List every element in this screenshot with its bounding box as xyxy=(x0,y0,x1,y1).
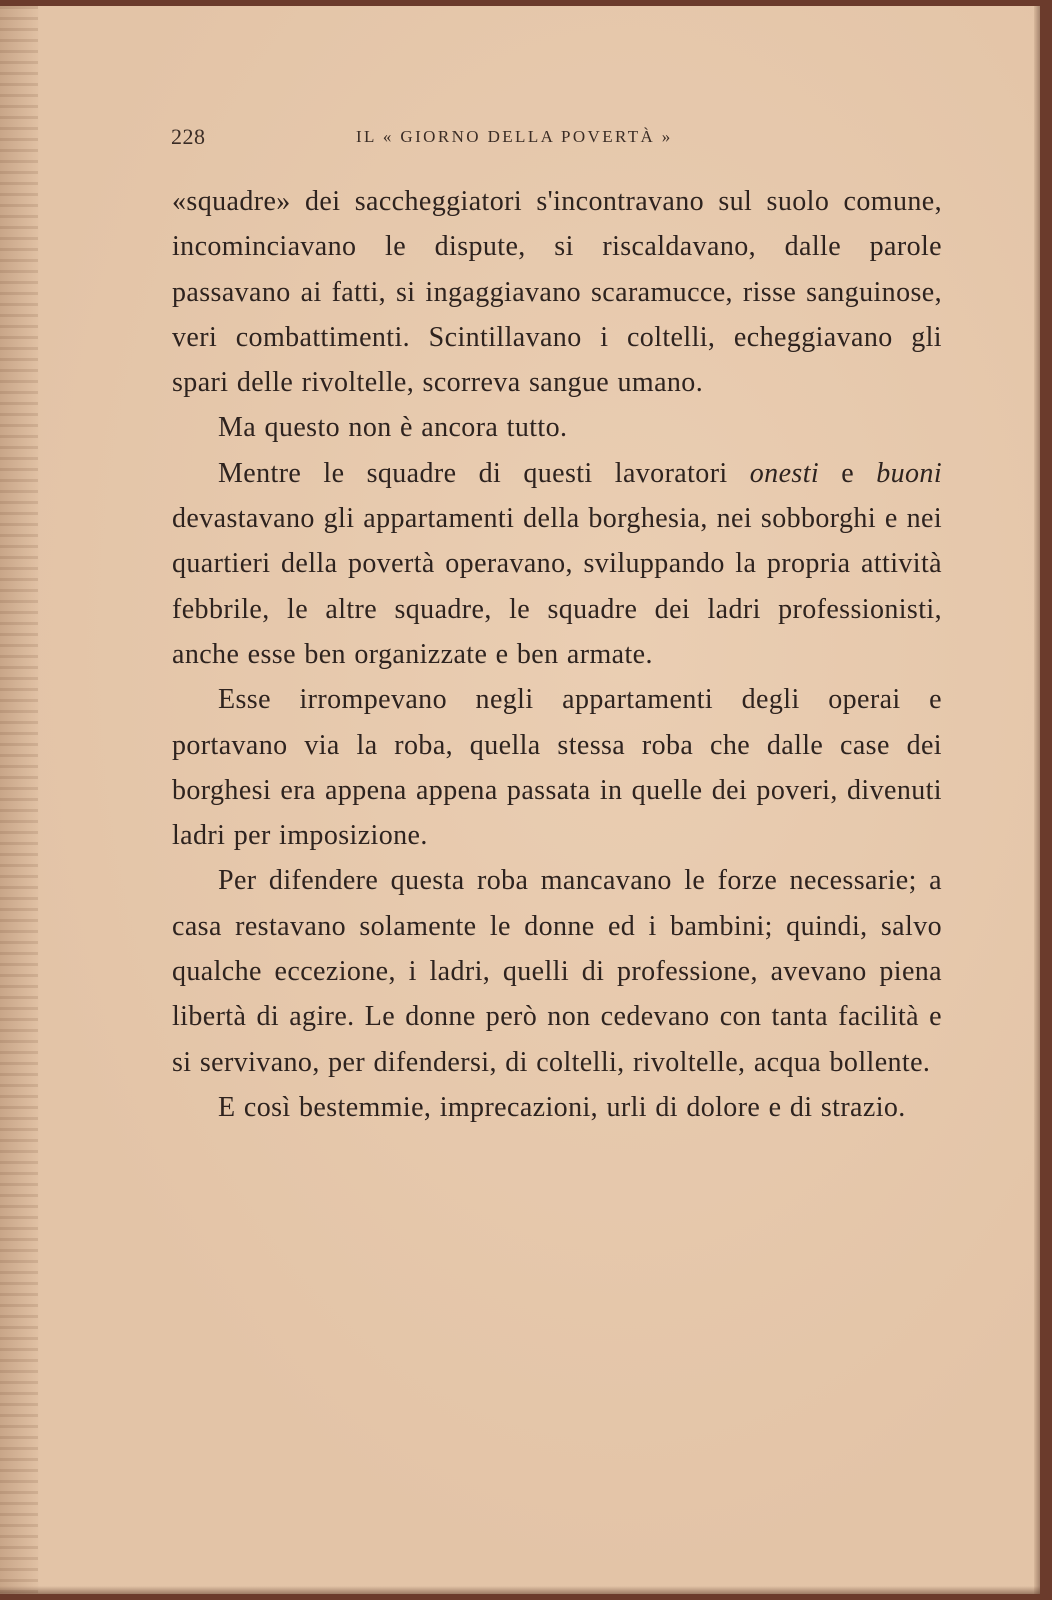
paragraph-3 xyxy=(172,451,942,677)
page-number: 228 xyxy=(171,124,206,149)
italic-word-buoni: buoni xyxy=(876,457,942,489)
paragraph-5: Per difendere questa roba mancavano le forze necessarie; a casa restavano solamente le donne ed i bambini; quindi, salvo qualche eccezione, i ladri, quelli di professione, avevano piena libertà di agire. Le donne però non cedevano con tanta facilità e si servivano, per difendersi, di coltelli, rivoltelle, acqua bollente. xyxy=(172,865,942,1078)
book-spine-shadow xyxy=(0,6,38,1594)
book-page xyxy=(0,6,1040,1594)
page-header xyxy=(171,124,811,154)
running-title: IL « GIORNO DELLA POVERTÀ » xyxy=(356,127,673,146)
paragraph-3-end: devastavano gli appartamenti della borghesia, nei sobborghi e nei quartieri della povertà operavano, sviluppando la propria attività febbrile, le altre squadre, le squadre dei ladri professionisti, anche esse ben organizzate e ben armate. xyxy=(172,503,942,670)
paragraph-3-start: Mentre le squadre di questi lavoratori xyxy=(218,457,750,489)
paragraph-3-mid: e xyxy=(819,457,877,489)
paragraph-2: Ma questo non è ancora tutto. xyxy=(218,412,568,444)
italic-word-onesti: onesti xyxy=(749,457,820,489)
page-edge xyxy=(1034,6,1040,1594)
paragraph-6: E così bestemmie, imprecazioni, urli di dolore e di strazio. xyxy=(218,1091,906,1123)
paragraph-4: Esse irrompevano negli appartamenti degli operai e portavano via la roba, quella stessa roba che dalle case dei borghesi era appena appena passata in quelle dei poveri, divenuti ladri per imposizione. xyxy=(172,684,942,852)
page-bottom-edge xyxy=(0,1586,1040,1594)
body-text xyxy=(172,179,942,1130)
paragraph-1: «squadre» dei saccheggiatori s'incontravano sul suolo comune, incominciavano le dispute, si riscaldavano, dalle parole passavano ai fatti, si ingaggiavano scaramucce, risse sanguinose, veri combattimenti. Scintillavano i coltelli, echeggiavano gli spari delle rivoltelle, scorreva sangue umano. xyxy=(172,186,942,399)
